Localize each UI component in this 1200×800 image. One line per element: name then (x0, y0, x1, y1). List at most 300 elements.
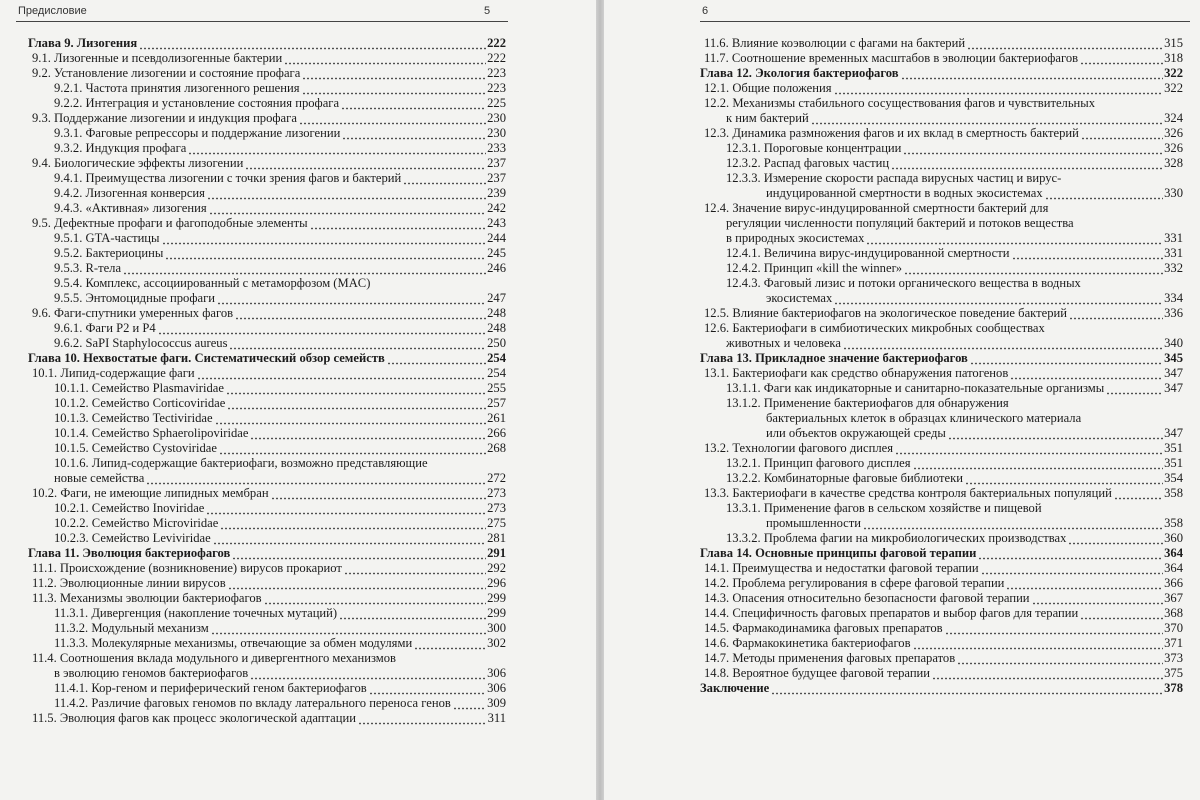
toc-entry-page: 309 (487, 696, 506, 710)
toc-entry-page: 366 (1164, 576, 1183, 590)
toc-entry-page: 373 (1164, 651, 1183, 665)
toc-entry-page: 354 (1164, 471, 1183, 485)
toc-entry-title: 9.2. Установление лизогении и состояние профага (32, 66, 301, 80)
toc-entry-title: Глава 13. Прикладное значение бактериофагов (700, 351, 968, 365)
toc-entry-page: 328 (1164, 156, 1183, 170)
dot-leader (217, 291, 486, 306)
toc-entry-page: 367 (1164, 591, 1183, 605)
toc-entry-page: 299 (487, 591, 506, 605)
toc-entry-page: 368 (1164, 606, 1183, 620)
toc-entry (700, 141, 1183, 156)
toc-entry (700, 471, 1183, 486)
toc-entry-title: 14.5. Фармакодинамика фаговых препаратов (704, 621, 943, 635)
toc-entry-page: 331 (1164, 231, 1183, 245)
toc-entry (28, 636, 506, 651)
toc-entry (28, 156, 506, 171)
toc-entry-title: 12.3.1. Пороговые концентрации (726, 141, 902, 155)
toc-entry-page: 326 (1164, 126, 1183, 140)
toc-entry (28, 321, 506, 336)
toc-entry-title: 12.3.2. Распад фаговых частиц (726, 156, 890, 170)
toc-entry-page: 306 (487, 666, 506, 680)
toc-entry (28, 276, 506, 291)
toc-list (28, 36, 506, 726)
toc-entry-title: 9.4.2. Лизогенная конверсия (54, 186, 205, 200)
toc-entry (28, 246, 506, 261)
toc-entry-page: 222 (487, 36, 506, 50)
toc-entry-page: 322 (1164, 66, 1183, 80)
toc-entry (700, 411, 1183, 426)
toc-entry-page: 230 (487, 126, 506, 140)
toc-entry (28, 411, 506, 426)
toc-entry (28, 96, 506, 111)
toc-entry-title: 11.4. Соотношения вклада модульного и дивергентного механизмов (32, 651, 397, 665)
toc-entry-page: 378 (1164, 681, 1183, 695)
toc-entry (700, 441, 1183, 456)
toc-entry-page: 275 (487, 516, 506, 530)
toc-entry (700, 156, 1183, 171)
toc-entry-page: 296 (487, 576, 506, 590)
toc-entry (28, 51, 506, 66)
toc-entry-title: 9.5.5. Энтомоцидные профаги (54, 291, 216, 305)
dot-leader (188, 141, 486, 156)
header-rule (700, 21, 1190, 22)
toc-entry-page: 266 (487, 426, 506, 440)
toc-entry-page: 315 (1164, 36, 1183, 50)
toc-entry (28, 501, 506, 516)
dot-leader (358, 711, 487, 726)
toc-entry-title: Заключение (700, 681, 770, 695)
toc-entry-title: Глава 12. Экология бактериофагов (700, 66, 899, 80)
toc-entry-title: 12.6. Бактериофаги в симбиотических микробных сообществах (704, 321, 1045, 335)
toc-entry-page: 254 (487, 351, 506, 365)
toc-entry-page: 311 (487, 711, 506, 725)
toc-entry (700, 51, 1183, 66)
toc-entry-title: Глава 9. Лизогения (28, 36, 138, 50)
toc-entry (28, 186, 506, 201)
toc-entry-title: 9.5. Дефектные профаги и фагоподобные элементы (32, 216, 308, 230)
dot-leader (965, 471, 1163, 486)
toc-entry-page: 230 (487, 111, 506, 125)
toc-entry-title: 9.3.1. Фаговые репрессоры и поддержание лизогении (54, 126, 341, 140)
toc-entry (28, 66, 506, 81)
toc-entry (700, 486, 1183, 501)
toc-entry (700, 606, 1183, 621)
toc-entry (700, 666, 1183, 681)
toc-entry-page: 281 (487, 531, 506, 545)
toc-entry (700, 126, 1183, 141)
toc-entry-page: 255 (487, 381, 506, 395)
toc-entry-page: 371 (1164, 636, 1183, 650)
toc-entry-page: 345 (1164, 351, 1183, 365)
toc-entry (700, 576, 1183, 591)
left-page (0, 0, 596, 800)
toc-entry-title: 9.5.3. R-тела (54, 261, 122, 275)
toc-entry-page: 247 (487, 291, 506, 305)
toc-entry (700, 591, 1183, 606)
toc-entry-page: 222 (487, 51, 506, 65)
toc-entry (700, 201, 1183, 216)
toc-entry-page: 347 (1164, 366, 1183, 380)
toc-entry (700, 366, 1183, 381)
toc-entry (700, 186, 1183, 201)
dot-leader (913, 636, 1164, 651)
toc-chapter-entry (700, 351, 1183, 366)
toc-entry-title: или объектов окружающей среды (766, 426, 946, 440)
toc-entry (700, 381, 1183, 396)
toc-entry (28, 606, 506, 621)
toc-entry-title: 11.3. Механизмы эволюции бактериофагов (32, 591, 262, 605)
toc-entry (700, 426, 1183, 441)
toc-entry (28, 681, 506, 696)
dot-leader (967, 36, 1163, 51)
toc-entry-page: 237 (487, 156, 506, 170)
dot-leader (970, 351, 1163, 366)
toc-entry (28, 291, 506, 306)
toc-entry-title: Глава 10. Нехвостатые фаги. Систематический обзор семейств (28, 351, 385, 365)
toc-entry-title: 9.6.2. SaPI Staphylococcus aureus (54, 336, 228, 350)
toc-entry-title: 12.1. Общие положения (704, 81, 832, 95)
toc-entry (28, 426, 506, 441)
toc-entry (700, 171, 1183, 186)
toc-entry-page: 261 (487, 411, 506, 425)
toc-entry-title: 9.6. Фаги-спутники умеренных фагов (32, 306, 234, 320)
dot-leader (302, 81, 487, 96)
toc-entry-title: 13.1.1. Фаги как индикаторные и санитарно-показательные организмы (726, 381, 1105, 395)
toc-entry (700, 231, 1183, 246)
toc-entry-page: 244 (487, 231, 506, 245)
toc-entry-page: 332 (1164, 261, 1183, 275)
toc-entry-title: 14.6. Фармакокинетика бактериофагов (704, 636, 911, 650)
dot-leader (250, 426, 486, 441)
toc-entry (28, 576, 506, 591)
toc-entry-title: 11.3.3. Молекулярные механизмы, отвечающие за обмен модулями (54, 636, 413, 650)
dot-leader (1106, 381, 1163, 396)
toc-entry (28, 306, 506, 321)
running-head-title: Предисловие (18, 5, 87, 17)
dot-leader (895, 441, 1163, 456)
toc-entry (28, 216, 506, 231)
toc-entry-title: 12.4. Значение вирус-индуцированной смертности бактерий для (704, 201, 1049, 215)
dot-leader (215, 411, 487, 426)
toc-entry-page: 358 (1164, 516, 1183, 530)
toc-entry-title: 13.3.2. Проблема фагии на микробиологических производствах (726, 531, 1067, 545)
toc-entry (700, 336, 1183, 351)
toc-entry-title: 10.1. Липид-содержащие фаги (32, 366, 195, 380)
dot-leader (904, 261, 1163, 276)
toc-entry-title: в эволюцию геномов бактериофагов (54, 666, 249, 680)
dot-leader (863, 516, 1163, 531)
toc-entry (28, 471, 506, 486)
toc-entry (28, 711, 506, 726)
toc-entry (28, 666, 506, 681)
dot-leader (453, 696, 486, 711)
toc-entry (28, 231, 506, 246)
toc-entry (28, 366, 506, 381)
dot-leader (369, 681, 486, 696)
toc-entry-title: 9.5.2. Бактериоцины (54, 246, 164, 260)
toc-entry-title: 13.3. Бактериофаги в качестве средства контроля бактериальных популяций (704, 486, 1112, 500)
dot-leader (139, 36, 486, 51)
toc-entry (28, 126, 506, 141)
toc-entry-page: 318 (1164, 51, 1183, 65)
toc-entry-title: 10.1.2. Семейство Corticoviridae (54, 396, 226, 410)
toc-entry-title: 13.1.2. Применение бактериофагов для обнаружения (726, 396, 1009, 410)
dot-leader (284, 51, 486, 66)
toc-entry-title: регуляции численности популяций бактерий и потоков вещества (726, 216, 1074, 230)
toc-entry-page: 292 (487, 561, 506, 575)
toc-entry-title: 13.2. Технологии фагового дисплея (704, 441, 894, 455)
dot-leader (387, 351, 486, 366)
toc-entry (28, 396, 506, 411)
toc-entry-title: 9.3.2. Индукция профага (54, 141, 187, 155)
toc-entry-title: 14.4. Специфичность фаговых препаратов и выбор фагов для терапии (704, 606, 1079, 620)
toc-entry-title: к ним бактерий (726, 111, 809, 125)
toc-entry (700, 636, 1183, 651)
dot-leader (197, 366, 486, 381)
dot-leader (245, 156, 486, 171)
dot-leader (207, 186, 486, 201)
dot-leader (901, 66, 1164, 81)
toc-entry (28, 111, 506, 126)
dot-leader (342, 126, 486, 141)
toc-entry-page: 330 (1164, 186, 1183, 200)
toc-entry-title: 12.5. Влияние бактериофагов на экологическое поведение бактерий (704, 306, 1067, 320)
toc-chapter-entry (28, 546, 506, 561)
toc-entry-title: животных и человека (726, 336, 841, 350)
toc-entry-title: 10.2. Фаги, не имеющие липидных мембран (32, 486, 269, 500)
toc-entry-title: 14.1. Преимущества и недостатки фаговой терапии (704, 561, 979, 575)
toc-entry-title: 11.3.1. Дивергенция (накопление точечных мутаций) (54, 606, 338, 620)
dot-leader (978, 546, 1163, 561)
toc-entry (700, 246, 1183, 261)
toc-entry-title: 10.2.3. Семейство Leviviridae (54, 531, 211, 545)
toc-entry (28, 171, 506, 186)
dot-leader (213, 531, 486, 546)
toc-entry-page: 291 (487, 546, 506, 560)
toc-entry-page: 242 (487, 201, 506, 215)
toc-entry-title: 14.3. Опасения относительно безопасности фаговой терапии (704, 591, 1030, 605)
dot-leader (903, 141, 1163, 156)
dot-leader (232, 546, 486, 561)
toc-entry-title: 9.2.2. Интеграция и установление состояния профага (54, 96, 340, 110)
toc-entry-title: 10.2.1. Семейство Inoviridae (54, 501, 205, 515)
dot-leader (235, 306, 486, 321)
toc-entry-title: 9.4. Биологические эффекты лизогении (32, 156, 244, 170)
toc-entry (28, 261, 506, 276)
toc-entry-page: 245 (487, 246, 506, 260)
toc-chapter-entry (28, 36, 506, 51)
toc-entry (700, 651, 1183, 666)
dot-leader (209, 201, 486, 216)
toc-entry-title: индуцированной смертности в водных экосистемах (766, 186, 1043, 200)
toc-entry (28, 486, 506, 501)
toc-entry-title: 10.1.3. Семейство Tectiviridae (54, 411, 213, 425)
toc-entry-title: 11.5. Эволюция фагов как процесс экологической адаптации (32, 711, 356, 725)
toc-entry-page: 250 (487, 336, 506, 350)
dot-leader (206, 501, 486, 516)
toc-entry-title: в природных экосистемах (726, 231, 865, 245)
toc-entry-title: экосистемах (766, 291, 833, 305)
toc-entry-title: 9.3. Поддержание лизогении и индукция профага (32, 111, 297, 125)
toc-entry-page: 239 (487, 186, 506, 200)
toc-entry-page: 300 (487, 621, 506, 635)
toc-entry (700, 276, 1183, 291)
dot-leader (123, 261, 486, 276)
toc-entry-page: 237 (487, 171, 506, 185)
dot-leader (834, 81, 1164, 96)
toc-entry-page: 326 (1164, 141, 1183, 155)
toc-entry-title: 13.1. Бактериофаги как средство обнаружения патогенов (704, 366, 1009, 380)
dot-leader (229, 336, 486, 351)
toc-entry-title: 11.1. Происхождение (возникновение) вирусов прокариот (32, 561, 342, 575)
toc-entry-title: 13.2.1. Принцип фагового дисплея (726, 456, 911, 470)
dot-leader (403, 171, 486, 186)
toc-entry-page: 347 (1164, 426, 1183, 440)
toc-entry-page: 302 (487, 636, 506, 650)
toc-entry (28, 336, 506, 351)
dot-leader (1114, 486, 1163, 501)
dot-leader (957, 651, 1163, 666)
toc-entry (28, 141, 506, 156)
toc-entry (700, 516, 1183, 531)
toc-list (700, 36, 1183, 696)
toc-entry-page: 370 (1164, 621, 1183, 635)
dot-leader (834, 291, 1163, 306)
toc-entry-page: 360 (1164, 531, 1183, 545)
dot-leader (344, 561, 486, 576)
toc-entry-title: 10.1.1. Семейство Plasmaviridae (54, 381, 224, 395)
toc-entry-page: 351 (1164, 441, 1183, 455)
toc-entry (28, 516, 506, 531)
toc-entry (28, 561, 506, 576)
toc-entry-title: 14.7. Методы применения фаговых препаратов (704, 651, 956, 665)
toc-chapter-entry (28, 351, 506, 366)
dot-leader (891, 156, 1163, 171)
dot-leader (981, 561, 1164, 576)
toc-entry-title: 10.1.6. Липид-содержащие бактериофаги, возможно представляющие (54, 456, 428, 470)
toc-entry-page: 254 (487, 366, 506, 380)
toc-entry-title: 11.3.2. Модульный механизм (54, 621, 209, 635)
dot-leader (1069, 306, 1163, 321)
toc-entry-title: 11.2. Эволюционные линии вирусов (32, 576, 226, 590)
toc-entry-title: Глава 14. Основные принципы фаговой терапии (700, 546, 977, 560)
dot-leader (146, 471, 486, 486)
dot-leader (250, 666, 486, 681)
dot-leader (811, 111, 1163, 126)
toc-entry (700, 36, 1183, 51)
dot-leader (771, 681, 1163, 696)
page-number: 6 (702, 5, 709, 17)
toc-entry-title: новые семейства (54, 471, 145, 485)
toc-entry-title: 12.2. Механизмы стабильного сосуществования фагов и чувствительных (704, 96, 1096, 110)
dot-leader (1012, 246, 1164, 261)
toc-entry-page: 246 (487, 261, 506, 275)
toc-entry (28, 441, 506, 456)
toc-entry-page: 273 (487, 501, 506, 515)
dot-leader (414, 636, 486, 651)
toc-entry (28, 381, 506, 396)
toc-entry-page: 248 (487, 321, 506, 335)
toc-entry (28, 651, 506, 666)
toc-entry (28, 456, 506, 471)
toc-entry (700, 396, 1183, 411)
toc-entry-page: 225 (487, 96, 506, 110)
toc-entry-title: 9.5.1. GTA-частицы (54, 231, 160, 245)
dot-leader (948, 426, 1163, 441)
dot-leader (1081, 126, 1163, 141)
toc-entry-title: 13.3.1. Применение фагов в сельском хозяйстве и пищевой (726, 501, 1042, 515)
dot-leader (310, 216, 486, 231)
dot-leader (1010, 366, 1163, 381)
toc-entry-title: 11.6. Влияние коэволюции с фагами на бактерий (704, 36, 966, 50)
toc-entry-page: 322 (1164, 81, 1183, 95)
dot-leader (219, 441, 486, 456)
dot-leader (158, 321, 486, 336)
toc-entry (700, 261, 1183, 276)
toc-entry-page: 243 (487, 216, 506, 230)
toc-entry-title: 9.6.1. Фаги P2 и P4 (54, 321, 156, 335)
toc-entry-page: 272 (487, 471, 506, 485)
dot-leader (165, 246, 486, 261)
dot-leader (843, 336, 1163, 351)
toc-entry (700, 531, 1183, 546)
toc-entry-title: 14.2. Проблема регулирования в сфере фаговой терапии (704, 576, 1005, 590)
toc-entry-title: 13.2.2. Комбинаторные фаговые библиотеки (726, 471, 963, 485)
toc-entry-page: 336 (1164, 306, 1183, 320)
dot-leader (271, 486, 487, 501)
toc-entry-title: 9.1. Лизогенные и псевдолизогенные бактерии (32, 51, 283, 65)
dot-leader (932, 666, 1163, 681)
dot-leader (1068, 531, 1163, 546)
toc-entry-page: 364 (1164, 561, 1183, 575)
toc-entry-title: Глава 11. Эволюция бактериофагов (28, 546, 231, 560)
toc-entry-title: 14.8. Вероятное будущее фаговой терапии (704, 666, 931, 680)
toc-entry-title: 9.4.3. «Активная» лизогения (54, 201, 207, 215)
toc-entry-page: 351 (1164, 456, 1183, 470)
book-gutter (596, 0, 604, 800)
dot-leader (1006, 576, 1163, 591)
toc-entry-title: 9.2.1. Частота принятия лизогенного решения (54, 81, 300, 95)
dot-leader (913, 456, 1164, 471)
toc-entry (28, 696, 506, 711)
dot-leader (1032, 591, 1164, 606)
dot-leader (299, 111, 486, 126)
toc-chapter-entry (700, 681, 1183, 696)
header-rule (16, 21, 508, 22)
toc-entry (700, 306, 1183, 321)
toc-entry-title: 10.2.2. Семейство Microviridae (54, 516, 219, 530)
toc-entry (28, 531, 506, 546)
dot-leader (228, 576, 486, 591)
toc-entry-page: 358 (1164, 486, 1183, 500)
toc-entry-title: 10.1.5. Семейство Cystoviridae (54, 441, 217, 455)
dot-leader (945, 621, 1164, 636)
toc-entry-page: 306 (487, 681, 506, 695)
toc-entry-title: 12.3. Динамика размножения фагов и их вклад в смертность бактерий (704, 126, 1079, 140)
toc-entry-page: 223 (487, 66, 506, 80)
dot-leader (866, 231, 1163, 246)
toc-entry-page: 273 (487, 486, 506, 500)
dot-leader (226, 381, 486, 396)
toc-entry (28, 201, 506, 216)
toc-entry (700, 321, 1183, 336)
toc-entry (700, 456, 1183, 471)
toc-entry-page: 324 (1164, 111, 1183, 125)
toc-entry-page: 248 (487, 306, 506, 320)
toc-entry-title: 10.1.4. Семейство Sphaerolipoviridae (54, 426, 249, 440)
toc-entry (28, 621, 506, 636)
dot-leader (339, 606, 486, 621)
